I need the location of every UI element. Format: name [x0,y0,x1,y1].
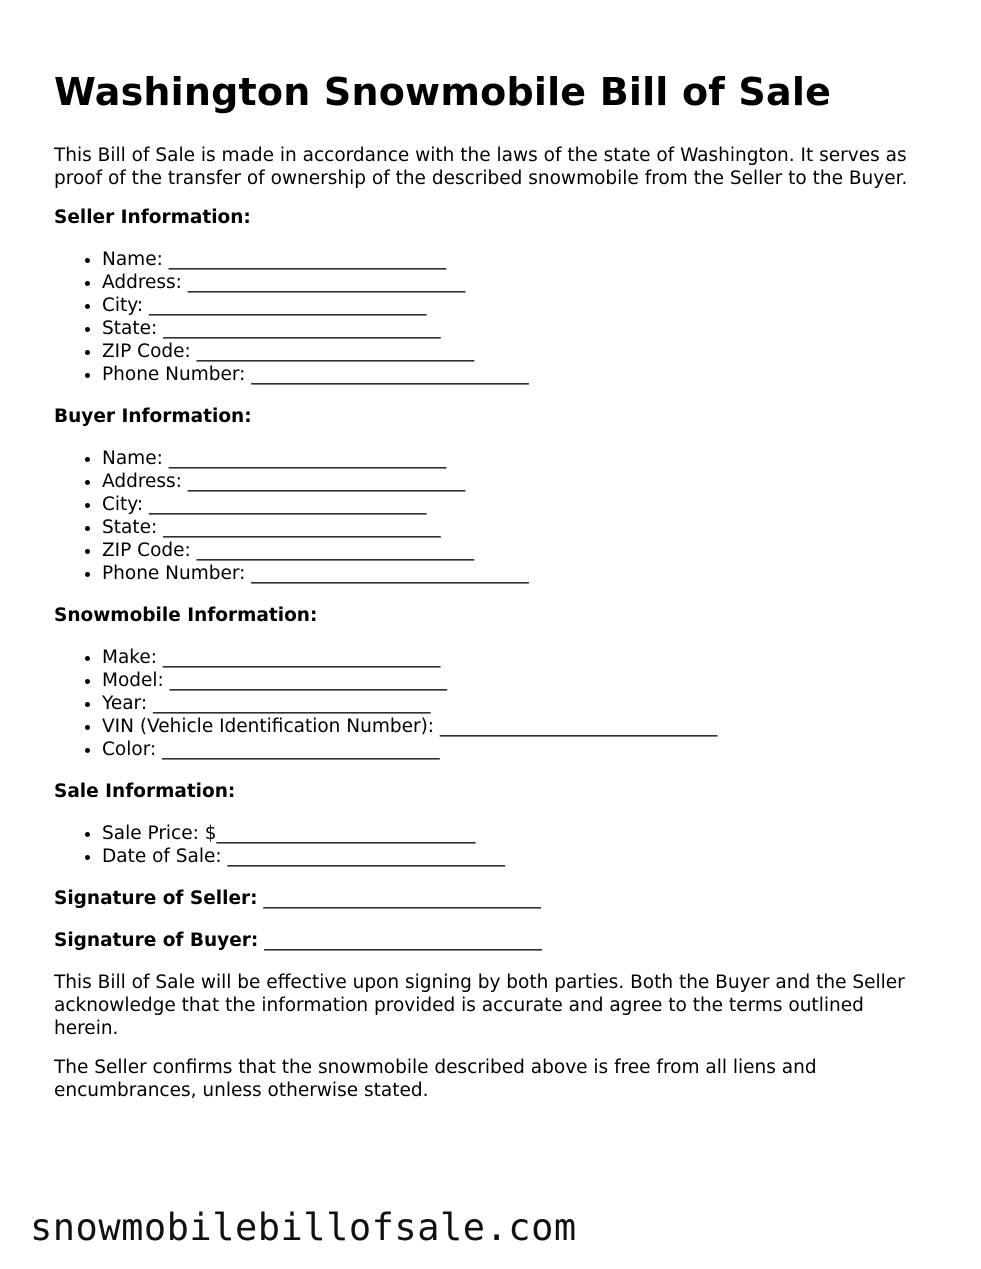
seller-address-field: • Address: ______________________________ [102,271,934,294]
buyer-phone-field: • Phone Number: ______________________________ [102,562,934,585]
buyer-address-field: • Address: ______________________________ [102,470,934,493]
snowmobile-make-field: • Make: ______________________________ [102,646,934,669]
intro-paragraph: This Bill of Sale is made in accordance with the laws of the state of Washington. It serves as proof of the transfer of ownership of the described snowmobile from the Seller to the Buyer. [54,145,908,189]
buyer-state-field: • State: ______________________________ [102,516,934,539]
snowmobile-vin-field: • VIN (Vehicle Identification Number): ______________________________ [102,715,934,738]
seller-zip-field: • ZIP Code: ______________________________ [102,340,934,363]
document-page [54,66,934,1118]
seller-city-field: • City: ______________________________ [102,294,934,317]
closing-paragraph-effective: This Bill of Sale will be effective upon signing by both parties. Both the Buyer and the Seller acknowledge that the information provided is accurate and agree to the terms outlined herein. [54,972,905,1039]
snowmobile-field-list [54,646,934,761]
seller-signature-line [54,887,934,910]
seller-signature-blank: ______________________________ [263,888,541,909]
buyer-zip-field: • ZIP Code: ______________________________ [102,539,934,562]
seller-name-field: • Name: ______________________________ [102,248,934,271]
sale-price-field: • Sale Price: $____________________________ [102,822,934,845]
snowmobile-color-field: • Color: ______________________________ [102,738,934,761]
document-title: Washington Snowmobile Bill of Sale [54,70,832,114]
seller-field-list [54,248,934,386]
buyer-city-field: • City: ______________________________ [102,493,934,516]
seller-state-field: • State: ______________________________ [102,317,934,340]
seller-heading: Seller Information: [54,207,251,228]
buyer-signature-blank: ______________________________ [264,930,542,951]
sale-field-list [54,822,934,868]
sale-heading: Sale Information: [54,781,236,802]
closing-paragraph-liens: The Seller confirms that the snowmobile described above is free from all liens and encumbrances, unless otherwise stated. [54,1057,817,1101]
seller-signature-label: Signature of Seller: [54,888,258,909]
snowmobile-model-field: • Model: ______________________________ [102,669,934,692]
footer-website-url: snowmobilebillofsale.com [30,1206,577,1249]
buyer-name-field: • Name: ______________________________ [102,447,934,470]
seller-phone-field: • Phone Number: ______________________________ [102,363,934,386]
sale-date-field: • Date of Sale: ______________________________ [102,845,934,868]
snowmobile-heading: Snowmobile Information: [54,605,318,626]
snowmobile-year-field: • Year: ______________________________ [102,692,934,715]
buyer-signature-label: Signature of Buyer: [54,930,259,951]
buyer-field-list [54,447,934,585]
buyer-signature-line [54,929,934,952]
buyer-heading: Buyer Information: [54,406,252,427]
